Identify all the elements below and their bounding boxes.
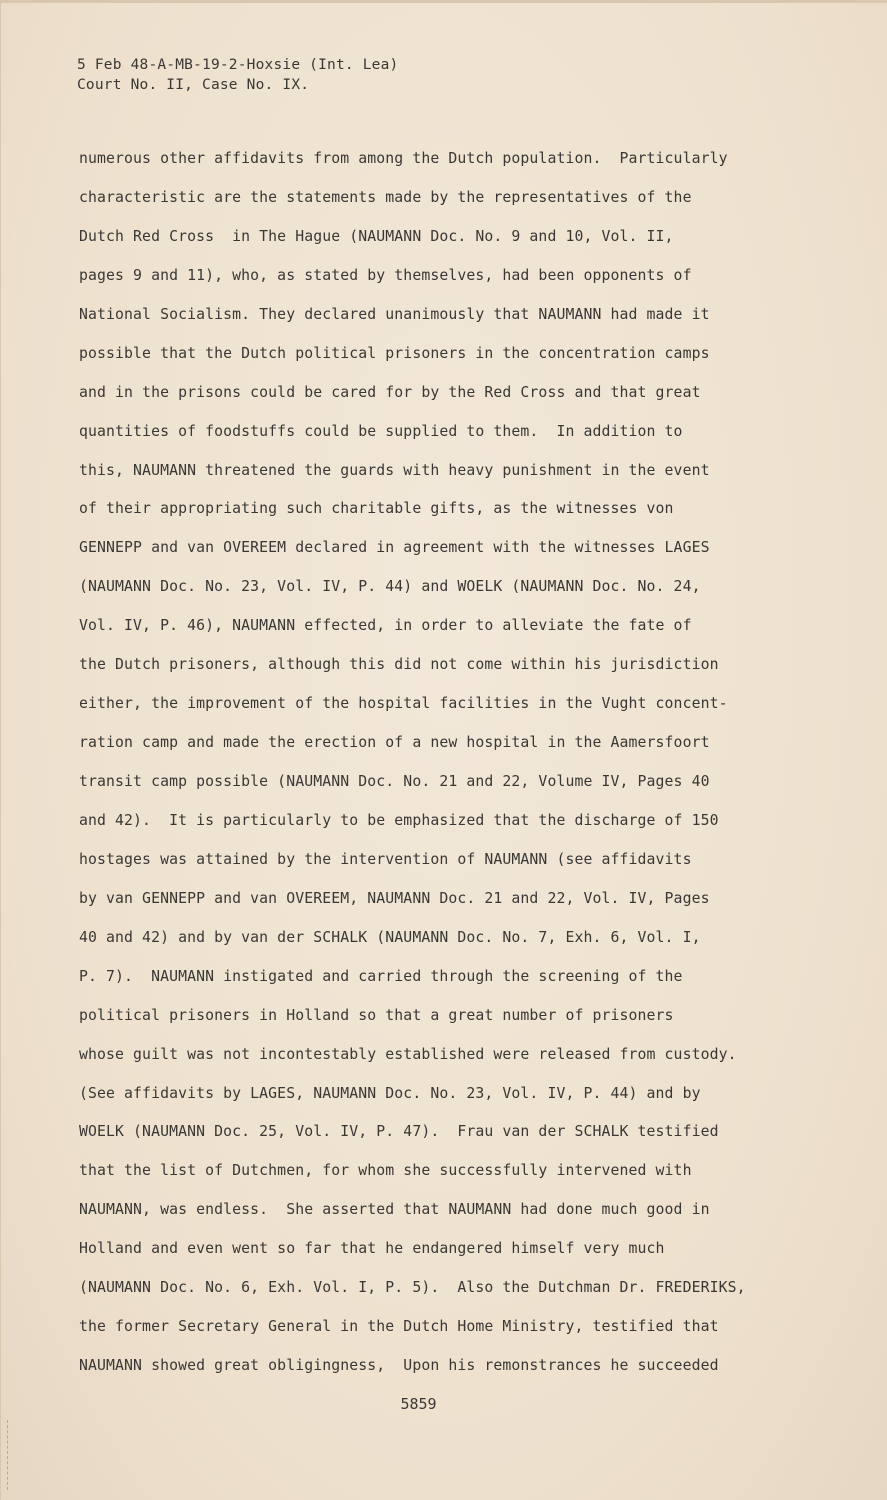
text-line: NAUMANN, was endless. She asserted that NAUMANN had done much good in <box>79 1201 710 1219</box>
text-line: Vol. IV, P. 46), NAUMANN effected, in order to alleviate the fate of <box>79 617 692 635</box>
text-line: either, the improvement of the hospital facilities in the Vught concent- <box>79 695 728 713</box>
text-line: and 42). It is particularly to be emphasized that the discharge of 150 <box>79 811 719 829</box>
body-text <box>79 147 779 1393</box>
document-header <box>77 55 398 95</box>
text-line: transit camp possible (NAUMANN Doc. No. 21 and 22, Volume IV, Pages 40 <box>79 773 710 790</box>
text-line: political prisoners in Holland so that a great number of prisoners <box>79 1006 674 1024</box>
text-line: characteristic are the statements made by the representatives of the <box>79 188 692 206</box>
text-line: numerous other affidavits from among the Dutch population. Particularly <box>79 150 728 167</box>
text-line: ration camp and made the erection of a new hospital in the Aamersfoort <box>79 734 710 752</box>
text-line: that the list of Dutchmen, for whom she successfully intervened with <box>79 1162 692 1180</box>
text-line: possible that the Dutch political prisoners in the concentration camps <box>79 344 710 362</box>
text-line: hostages was attained by the intervention of NAUMANN (see affidavits <box>79 850 692 868</box>
text-line: whose guilt was not incontestably established were released from custody. <box>79 1045 737 1063</box>
page-number: 5859 <box>400 1395 437 1413</box>
text-line: Dutch Red Cross in The Hague (NAUMANN Doc. No. 9 and 10, Vol. II, <box>79 227 674 245</box>
text-line: WOELK (NAUMANN Doc. 25, Vol. IV, P. 47). Frau van der SCHALK testified <box>79 1123 719 1141</box>
text-line: and in the prisons could be cared for by the Red Cross and that great <box>79 383 701 401</box>
text-line: GENNEPP and van OVEREEM declared in agreement with the witnesses LAGES <box>79 539 710 557</box>
text-line: of their appropriating such charitable gifts, as the witnesses von <box>79 500 674 518</box>
text-line: by van GENNEPP and van OVEREEM, NAUMANN Doc. 21 and 22, Vol. IV, Pages <box>79 889 710 907</box>
text-line: (NAUMANN Doc. No. 23, Vol. IV, P. 44) and WOELK (NAUMANN Doc. No. 24, <box>79 578 701 596</box>
text-line: P. 7). NAUMANN instigated and carried through the screening of the <box>79 967 683 985</box>
header-line-1: 5 Feb 48-A-MB-19-2-Hoxsie (Int. Lea) <box>77 57 399 73</box>
text-line: pages 9 and 11), who, as stated by themselves, had been opponents of <box>79 266 692 284</box>
text-line: the former Secretary General in the Dutch Home Ministry, testified that <box>79 1318 719 1336</box>
text-line: 40 and 42) and by van der SCHALK (NAUMANN Doc. No. 7, Exh. 6, Vol. I, <box>79 928 701 946</box>
text-line: Holland and even went so far that he endangered himself very much <box>79 1240 665 1258</box>
text-line: NAUMANN showed great obligingness, Upon his remonstrances he succeeded <box>79 1357 719 1375</box>
page-top-edge <box>1 0 887 3</box>
text-line: quantities of foodstuffs could be supplied to them. In addition to <box>79 422 683 440</box>
text-line: National Socialism. They declared unanimously that NAUMANN had made it <box>79 305 710 323</box>
header-line-2: Court No. II, Case No. IX. <box>77 77 310 93</box>
text-line: (See affidavits by LAGES, NAUMANN Doc. No. 23, Vol. IV, P. 44) and by <box>79 1084 701 1102</box>
margin-mark <box>7 1420 10 1490</box>
text-line: the Dutch prisoners, although this did not come within his jurisdiction <box>79 656 719 674</box>
text-line: this, NAUMANN threatened the guards with heavy punishment in the event <box>79 461 710 479</box>
text-line: (NAUMANN Doc. No. 6, Exh. Vol. I, P. 5). Also the Dutchman Dr. FREDERIKS, <box>79 1279 746 1297</box>
